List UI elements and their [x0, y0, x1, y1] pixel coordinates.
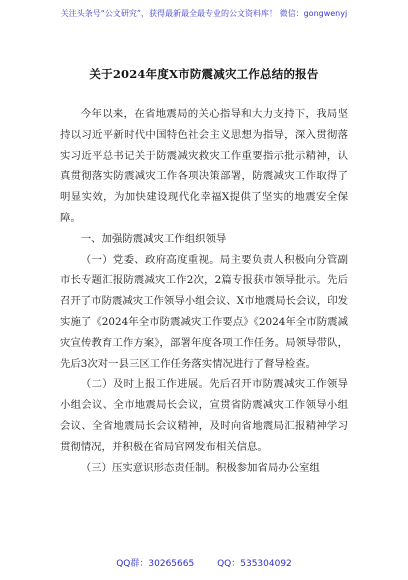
paragraph-1: （一）党委、政府高度重视。局主要负责人积极向分管副市长专题汇报防震减灾工作2次，2篇专报获市领导批示。先后召开了市防震减灾工作领导小组会议、X市地震局长会议，印发实施了《2024年全市防震减灾工作要点》《2024年全市防震减灾宣传教育工作方案》，部署年度各项工作任务。局领导带队，先后3次对一县三区工作任务落实情况进行了督导检查。 — [60, 253, 348, 370]
paragraph-3: （三）压实意识形态责任制。积极参加省局办公室组 — [80, 461, 320, 474]
document-body — [60, 104, 348, 478]
document-title: 关于2024年度X市防震减灾工作总结的报告 — [89, 67, 319, 81]
section-heading-1: 一、加强防震减灾工作组织领导 — [80, 232, 227, 245]
paragraph-intro: 今年以来，在省地震局的关心指导和大力支持下，我局坚持以习近平新时代中国特色社会主义思想为指导，深入贯彻落实习近平总书记关于防震减灾救灾工作重要指示批示精神，认真贯彻落实防震减灾工作各项决策部署，防震减灾工作取得了明显实效，为加快建设现代化幸福X提供了坚实的地震安全保障。 — [60, 108, 348, 224]
paragraph-2: （二）及时上报工作进展。先后召开市防震减灾工作领导小组会议、全市地震局长会议，宣贯省防震减灾工作领导小组会议、全省地震局长会议精神，及时向省地震局汇报精神学习贯彻情况，并积极在省局官网发布相关信息。 — [60, 378, 348, 453]
qq-group-number: QQ群：30265665 — [116, 559, 195, 569]
qq-number: QQ：535304092 — [217, 559, 292, 569]
promo-banner: 关注头条号“公文研究”，获得最新最全最专业的公文资料库！ 微信：gongwenyj — [60, 9, 348, 18]
contact-footer — [0, 558, 408, 570]
